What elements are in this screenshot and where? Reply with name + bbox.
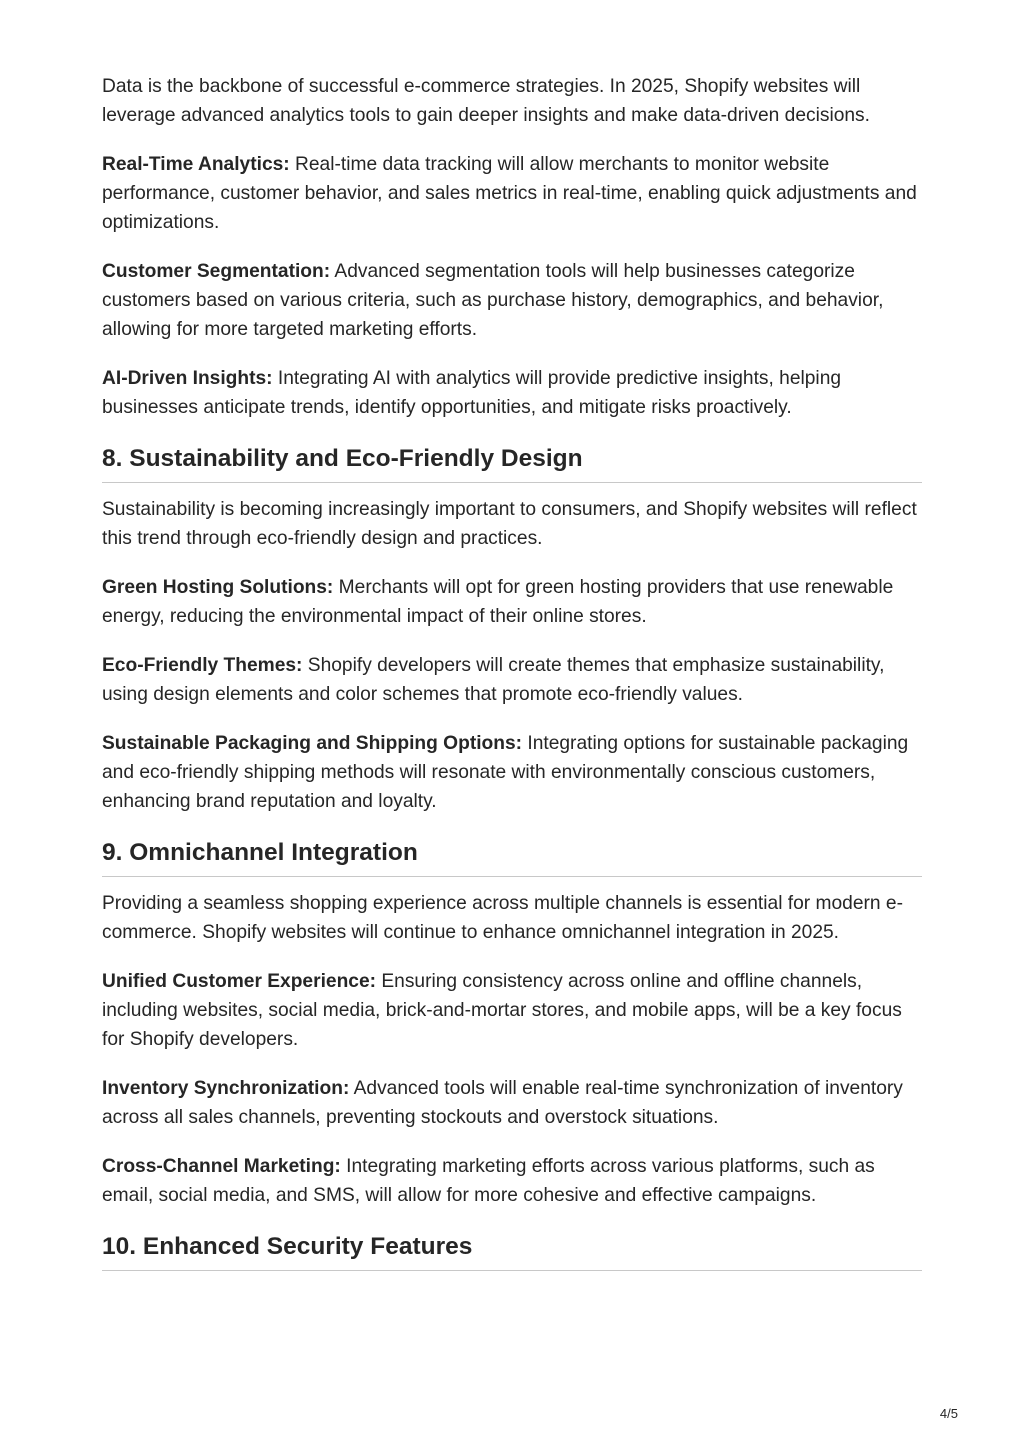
term-label: Real-Time Analytics:: [102, 154, 290, 175]
eco-friendly-themes-paragraph: [102, 651, 922, 709]
term-description: Integrating AI with analytics will provide predictive insights, helping businesses anticipate trends, identify opportunities, and mitigate risks proactively.: [102, 368, 842, 418]
term-label: AI-Driven Insights:: [102, 368, 273, 389]
document-page: [102, 72, 922, 1283]
real-time-analytics-paragraph: [102, 150, 922, 237]
term-description: Merchants will opt for green hosting providers that use renewable energy, reducing the environmental impact of their online stores.: [102, 577, 894, 627]
term-label: Sustainable Packaging and Shipping Options:: [102, 733, 523, 754]
section-heading-omnichannel: 9. Omnichannel Integration: [102, 836, 922, 877]
term-description: Advanced segmentation tools will help businesses categorize customers based on various criteria, such as purchase history, demographics, and behavior, allowing for more targeted marketing efforts.: [102, 261, 884, 340]
term-description: Shopify developers will create themes that emphasize sustainability, using design elements and color schemes that promote eco-friendly values.: [102, 655, 885, 705]
sustainability-intro-paragraph: Sustainability is becoming increasingly important to consumers, and Shopify websites will reflect this trend through eco-friendly design and practices.: [102, 499, 917, 549]
term-description: Advanced tools will enable real-time synchronization of inventory across all sales channels, preventing stockouts and overstock situations.: [102, 1078, 903, 1128]
page-number: 4/5: [939, 1406, 958, 1421]
term-label: Eco-Friendly Themes:: [102, 655, 303, 676]
inventory-sync-paragraph: [102, 1074, 922, 1132]
unified-experience-paragraph: [102, 967, 922, 1054]
term-label: Customer Segmentation:: [102, 261, 331, 282]
cross-channel-marketing-paragraph: [102, 1152, 922, 1210]
analytics-intro-paragraph: Data is the backbone of successful e-commerce strategies. In 2025, Shopify websites will leverage advanced analytics tools to gain deeper insights and make data-driven decisions.: [102, 76, 870, 126]
term-description: Ensuring consistency across online and offline channels, including websites, social media, brick-and-mortar stores, and mobile apps, will be a key focus for Shopify developers.: [102, 971, 902, 1050]
term-label: Unified Customer Experience:: [102, 971, 377, 992]
term-description: Integrating options for sustainable packaging and eco-friendly shipping methods will resonate with environmentally conscious customers, enhancing brand reputation and loyalty.: [102, 733, 909, 812]
sustainable-packaging-paragraph: [102, 729, 922, 816]
section-heading-security: 10. Enhanced Security Features: [102, 1230, 922, 1271]
term-label: Inventory Synchronization:: [102, 1078, 350, 1099]
section-heading-sustainability: 8. Sustainability and Eco-Friendly Design: [102, 442, 922, 483]
term-label: Green Hosting Solutions:: [102, 577, 334, 598]
term-description: Real-time data tracking will allow merchants to monitor website performance, customer behavior, and sales metrics in real-time, enabling quick adjustments and optimizations.: [102, 154, 917, 233]
customer-segmentation-paragraph: [102, 257, 922, 344]
term-label: Cross-Channel Marketing:: [102, 1156, 341, 1177]
green-hosting-paragraph: [102, 573, 922, 631]
omnichannel-intro-paragraph: Providing a seamless shopping experience across multiple channels is essential for modern e-commerce. Shopify websites will continue to enhance omnichannel integration in 2025.: [102, 893, 903, 943]
term-description: Integrating marketing efforts across various platforms, such as email, social media, and SMS, will allow for more cohesive and effective campaigns.: [102, 1156, 875, 1206]
ai-driven-insights-paragraph: [102, 364, 922, 422]
